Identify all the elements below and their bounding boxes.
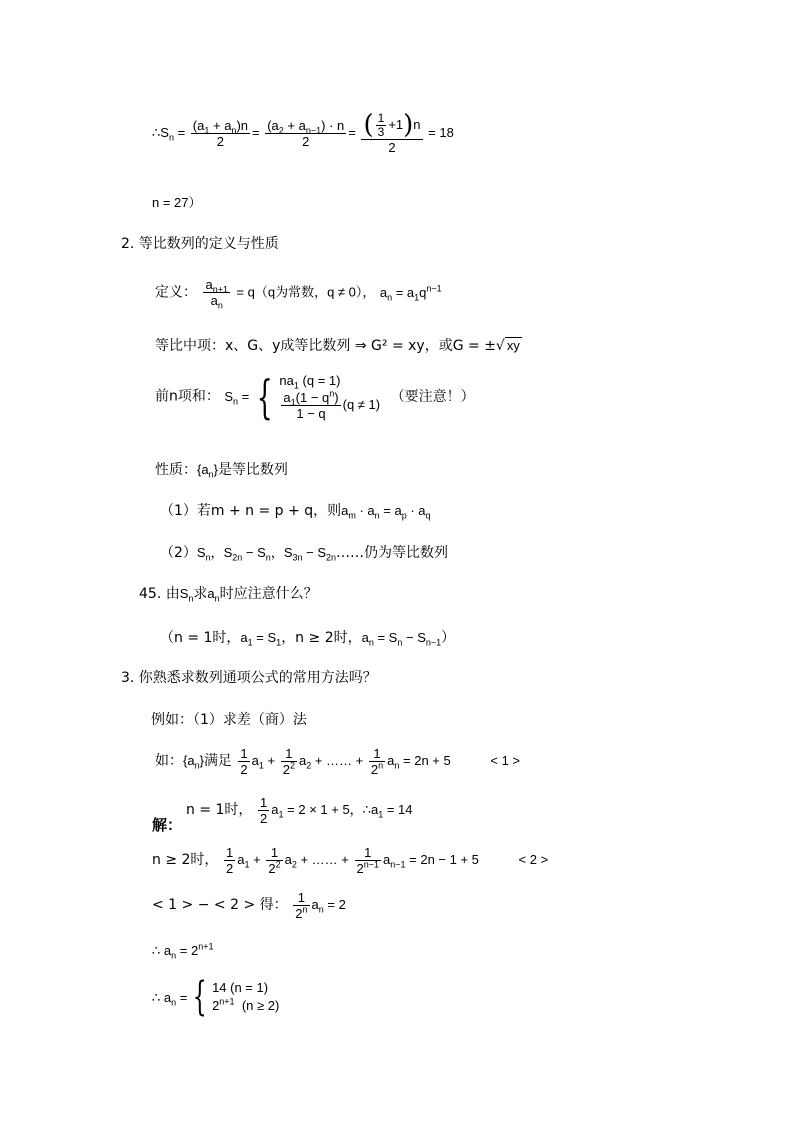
ratio-fraction: $\frac{a_{n+1}}{a_n}$ [205,277,228,311]
question-45-tail: 时应注意什么？ [219,586,318,602]
answer-45-line [160,630,456,648]
a1-eq-s1: $a_1 = S_1$ [240,630,282,648]
tag-1: < 1 > [490,752,520,768]
final-case-1: 14 (n = 1) [212,980,269,995]
an-eq-diff: $a_n = S_n - S_{n-1}$ [361,630,442,648]
fraction-third-plus-one: ( $\frac{1}{3}$ +1)n 2 [363,110,421,155]
tag-2: < 2 > [518,851,549,867]
ru-label: 如： [155,752,183,769]
sequence-an: $\{a_n\}$ [197,462,218,480]
answer-45-b: ，n ≥ 2时， [281,630,362,646]
fraction-a2-an1: $\frac{(a_2 + a_{n-1}) \cdot n}{2}$ [267,118,345,149]
sum-symbol: $S_n$ = [224,389,250,407]
equation-1-rhs: = 2n + 5 [403,752,451,768]
difference-rhs: = 2 [327,896,346,912]
an-result: = 2 [179,943,199,958]
property-label: 性质： [155,462,197,478]
satisfies-text: 满足 [203,752,232,769]
property-1-formula: $a_m \cdot a_n = a_p \cdot a_q$ [341,503,431,521]
sum-n-line [155,369,475,424]
therefore-symbol: ∴ [152,124,161,140]
definition-label: 定义： [155,284,197,301]
plus-sign: + [267,752,276,768]
property-2-label: （2） [160,545,197,561]
note-text: （要注意！） [390,388,475,405]
definition-line [155,277,442,311]
sqrt-xy: xy [506,338,520,353]
difference-text: < 1 > − < 2 > 得： [152,896,288,913]
sum-cases [279,372,380,421]
property-2-tail: ……仍为等比数列 [336,545,449,561]
final-line: ∴ $a_n$ = { 14 (n = 1) $2^{n+1}$ (n ≥ 2) [152,974,280,1020]
answer-45-a: （n = 1时， [160,630,241,646]
sum-label: 前n项和： [155,388,220,405]
n-27-text: n = 27） [152,195,202,210]
value-18: = 18 [428,124,454,140]
sum-case-1: $na_1$ (q = 1) [279,373,341,391]
dots: + …… + [314,752,364,768]
final-case-2: $2^{n+1}$ (n ≥ 2) [212,996,280,1013]
equation-1-line [155,746,520,777]
question-45-line [139,586,318,604]
left-brace: { [256,369,273,424]
property-2-formula: $S_n$，$S_{2n} - S_n$，$S_{3n} - S_{2n}$ [196,545,337,563]
property-1-text: （1）若m + n = p + q，则 [160,503,342,519]
an-result-line: ∴ $a_n = 2^{n+1}$ [152,941,214,961]
sn-symbol: $S_n$ [179,586,194,604]
n1-value: = 14 [386,801,413,817]
difference-line: < 1 > − < 2 > 得： $\frac{1}{2^n}$ $a_n = 2$ [152,890,346,921]
question-45-mid: 求 [193,586,208,602]
n2-text: n ≥ 2时， [152,851,219,868]
fraction-a1-an: $\frac{(a_1 + a_n)n}{2}$ [192,118,248,149]
section-2-heading: 2. 等比数列的定义与性质 [121,236,279,252]
n1-text: n = 1时， [186,801,253,818]
n-27-line [152,196,202,209]
n1-tail: = 2 × 1 + 5，∴ [287,801,371,817]
an-symbol: $a_n$ [207,586,220,604]
middle-term-text: 等比中项：x、G、y成等比数列 ⇒ G² = xy，或G = ± [155,338,496,354]
sum-formula-line: $\therefore S_n$ = $\frac{(a_1 + a_n)n}{2}$ = $\frac{(a_2 + a_{n-1}) \cdot n}{2}$ = ( $\frac{1}{3}$ +1)n 2 = 18 [152,110,454,155]
equation-1: $\frac{1}{2}$ $a_1$ + $\frac{1}{2^2}$ $a_2$ + …… + $\frac{1}{2^n}$ $a_n = 2n + 5 < 1$ > [240,746,520,777]
final-case-2-cond: (n ≥ 2) [241,998,280,1013]
middle-term-line: 等比中项：x、G、y成等比数列 ⇒ G² = xy，或G = ±√ xy [155,338,520,354]
solve-label: 解： [152,816,183,834]
sequence-an-2: $\{a_n\}$ [183,752,204,771]
equation-2-rhs: = 2n − 1 + 5 [409,851,479,867]
n2-line: n ≥ 2时， $\frac{1}{2}$ $a_1$ + $\frac{1}{2^2}$ $a_2$ + …… + $\frac{1}{2^{n-1}}$ $a_{n-1} = 2n - 1 + 5 < 2$ > [152,845,549,876]
general-term: $a_n = a_1q^{n-1}$ [379,283,442,303]
property-2-line [160,545,449,563]
question-45-prefix: 45. 由 [139,586,180,602]
final-cases [212,979,279,1015]
property-1-line [160,503,431,521]
answer-45-c: ） [441,630,456,646]
example-heading: 例如：（1）求差（商）法 [151,712,307,728]
section-3-heading: 3. 你熟悉求数列通项公式的常用方法吗？ [121,670,377,686]
property-tail: 是等比数列 [217,462,288,478]
left-brace-2: { [192,974,207,1020]
property-line [155,462,288,480]
n1-line: n = 1时， $\frac{1}{2}$ $a_1 = 2 \times 1 + 5$，$\therefore a_1 = 14$ [186,795,413,826]
sum-case-2: $\frac{a_1(1 - q^n)}{1 - q}$ (q ≠ 1) [283,388,381,421]
definition-condition: = q（q为常数，q ≠ 0）， [236,284,376,300]
